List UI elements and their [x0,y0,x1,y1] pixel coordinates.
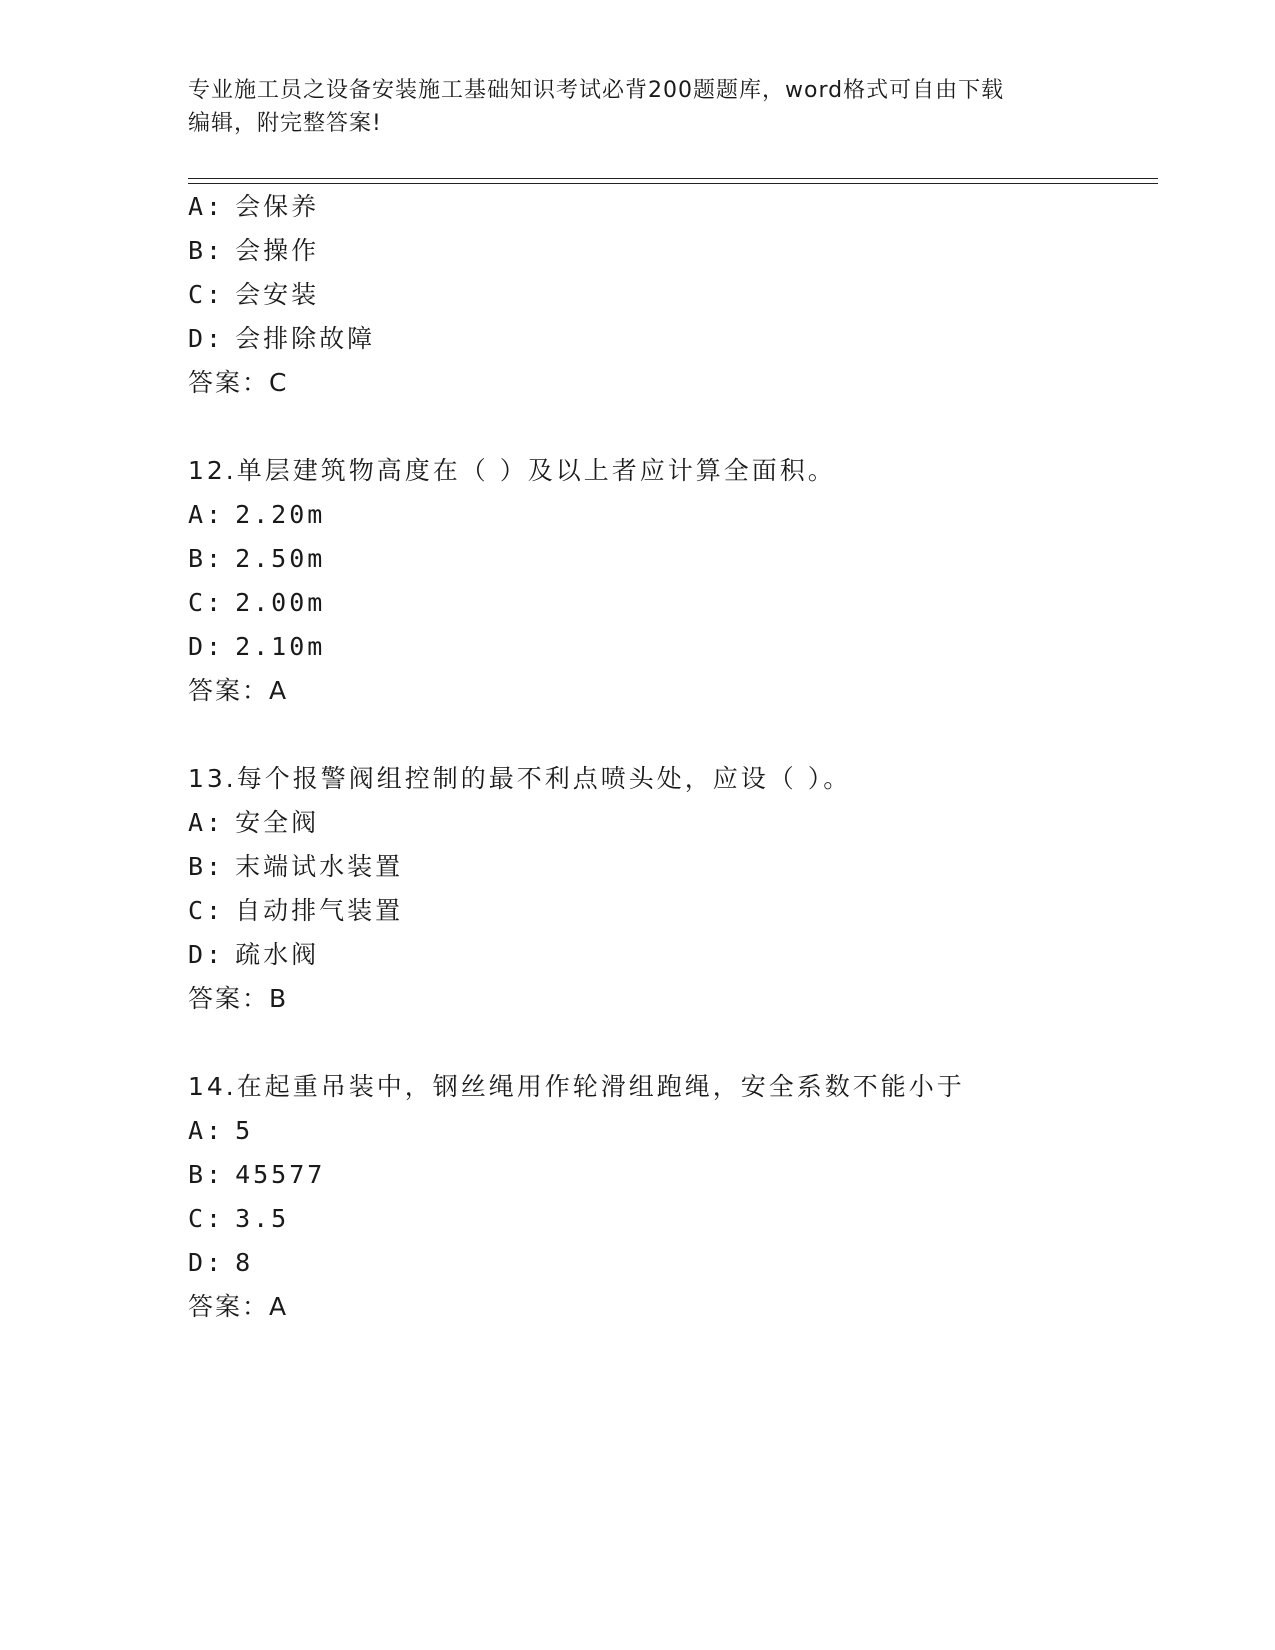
option-a: A: 会保养 [188,192,320,221]
option-d: D: 8 [188,1248,254,1277]
option-a: A: 5 [188,1116,254,1145]
option-a: A: 2.20m [188,500,326,529]
option-d: D: 疏水阀 [188,940,320,969]
header-line-1: 专业施工员之设备安装施工基础知识考试必背200题题库，word格式可自由下载 [188,78,1005,103]
option-b: B: 2.50m [188,544,326,573]
option-d: D: 会排除故障 [188,324,376,353]
answer: 答案：A [188,676,289,705]
option-b: B: 末端试水装置 [188,852,404,881]
option-d: D: 2.10m [188,632,326,661]
header-divider [188,178,1158,184]
option-c: C: 自动排气装置 [188,896,404,925]
answer: 答案：A [188,1292,289,1321]
option-c: C: 3.5 [188,1204,290,1233]
question-stem: 14.在起重吊装中，钢丝绳用作轮滑组跑绳，安全系数不能小于 [188,1072,965,1101]
question-stem: 13.每个报警阀组控制的最不利点喷头处，应设（ ）。 [188,764,852,793]
option-a: A: 安全阀 [188,808,320,837]
header-line-2: 编辑，附完整答案! [188,111,382,136]
question-stem: 12.单层建筑物高度在（ ）及以上者应计算全面积。 [188,456,836,485]
answer: 答案：C [188,368,289,397]
option-b: B: 会操作 [188,236,320,265]
option-c: C: 会安装 [188,280,320,309]
option-b: B: 45577 [188,1160,326,1189]
document-header [188,74,1068,140]
option-c: C: 2.00m [188,588,326,617]
answer: 答案：B [188,984,289,1013]
